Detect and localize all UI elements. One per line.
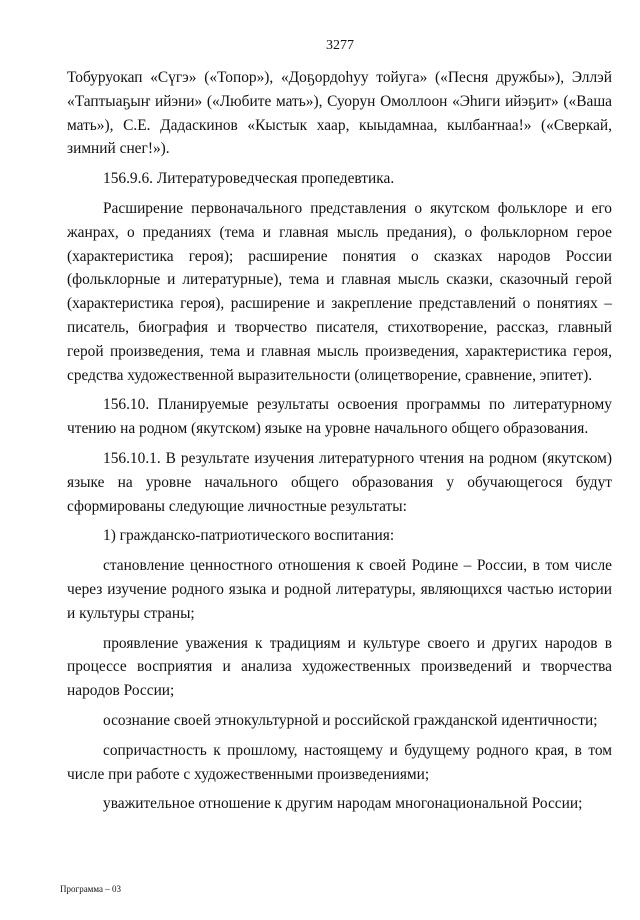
section-heading-156-9-6: 156.9.6. Литературоведческая пропедевтика. (103, 170, 395, 188)
list-item-native-land: сопричастность к прошлому, настоящему и будущему родного края, в том числе при работе с художественными произведениями; (67, 741, 612, 783)
document-body (67, 66, 612, 816)
page-number: 3277 (326, 38, 354, 53)
list-item-respect-traditions: проявление уважения к традициям и культуре своего и других народов в процессе восприятия и анализа художественных произведений и творчества народов России; (67, 634, 612, 700)
list-item-respect-peoples: уважительное отношение к другим народам многонациональной России; (103, 795, 583, 813)
list-item-value-attitude: становление ценностного отношения к своей Родине – России, в том числе через изучение родного языка и родной литературы, являющихся частью истории и культуры страны; (67, 557, 612, 622)
list-item-identity: осознание своей этнокультурной и российской гражданской идентичности; (103, 711, 598, 729)
paragraph-continued-list: Тобуруокап «Сүгэ» («Топор»), «Доҕордоһуу тойуга» («Песня дружбы»), Эллэй «Таптыаҕыҥ ийэни» («Любите мать»), Суорун Омоллоон «Эһиги ийэҕит» («Ваша мать»), С.Е. Дадаскинов «Кыстык хаар, кыыдамнаа, кылбаҥнаа!» («Сверкай, зимний снег!»). (67, 69, 612, 158)
footer-label: Программа – 03 (60, 884, 122, 894)
paragraph-156-10-1: 156.10.1. В результате изучения литературного чтения на родном (якутском) языке на уровне начального общего образования у обучающегося будут сформированы следующие личностные результаты: (67, 449, 612, 515)
list-heading-civic-patriotic: 1) гражданско-патриотического воспитания: (103, 527, 395, 545)
paragraph-propaedeutics: Расширение первоначального представления о якутском фольклоре и его жанрах, о преданиях (тема и главная мысль предания), о фольклорном герое (характеристика героя); расширение понятия о сказках народов России (фольклорные и литературные), тема и главная мысль сказки, сказочный герой (характеристика героя), расширение и закрепление представлений о понятиях – писатель, биография и творчество писателя, стихотворение, рассказ, главный герой произведения, тема и главная мысль произведения, характеристика героя, средства художественной выразительности (олицетворение, сравнение, эпитет). (67, 199, 612, 384)
section-heading-156-10: 156.10. Планируемые результаты освоения программы по литературному чтению на родном (якутском) языке на уровне начального общего образования. (67, 396, 612, 438)
